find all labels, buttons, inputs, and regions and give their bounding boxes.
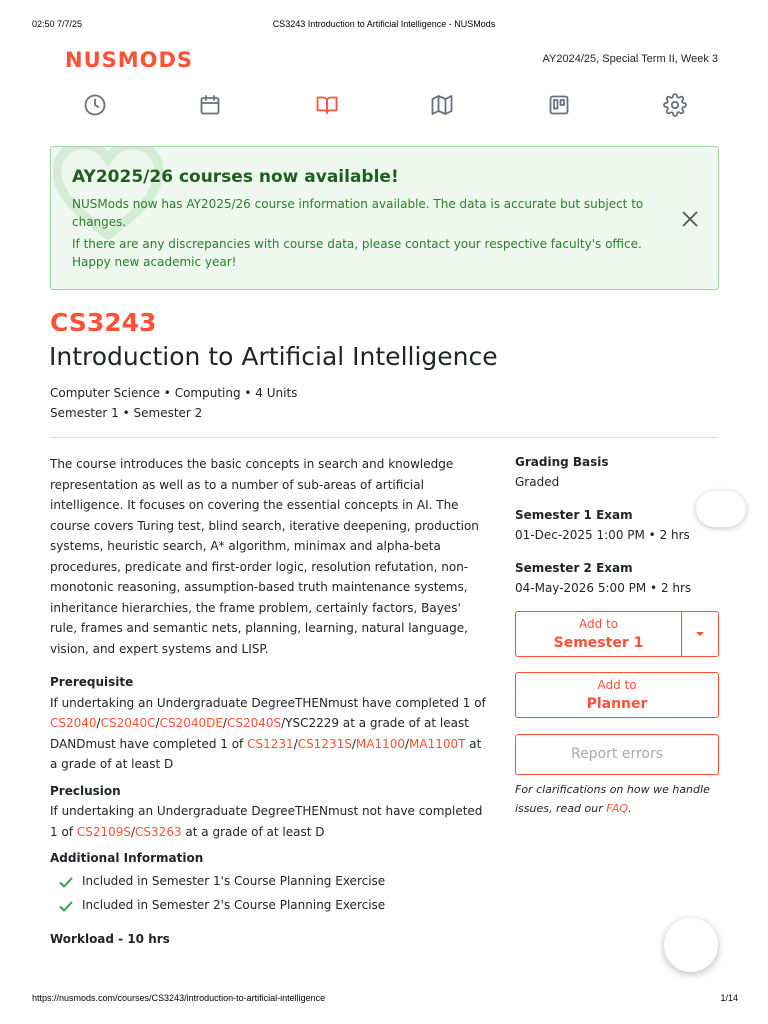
additional-info-heading: Additional Information	[50, 851, 204, 865]
course-department-units: Computer Science • Computing • 4 Units	[50, 386, 298, 400]
academic-term: AY2024/25, Special Term II, Week 3	[542, 53, 718, 65]
grading-basis	[515, 452, 720, 492]
alert-line: NUSMods now has AY2025/26 course information available. The data is accurate but subject to changes.	[72, 197, 644, 229]
course-semesters: Semester 1 • Semester 2	[50, 406, 203, 420]
course-title: Introduction to Artificial Intelligence	[49, 342, 498, 371]
clarification-text: For clarifications on how we handle issues, read our	[515, 783, 710, 815]
floating-action-button[interactable]	[664, 918, 718, 972]
print-datetime: 02:50 7/7/25	[32, 19, 83, 29]
prerequisite-text-part: If undertaking an Undergraduate DegreeTHENmust have completed 1 of	[50, 695, 486, 710]
course-link[interactable]: CS2040C	[100, 716, 156, 730]
list-item	[50, 871, 490, 895]
clock-icon[interactable]	[82, 92, 108, 118]
check-icon	[58, 898, 74, 914]
add-to-semester-small: Add to	[578, 617, 619, 631]
book-open-icon[interactable]	[314, 92, 340, 118]
course-link[interactable]: CS2040DE	[159, 716, 223, 730]
announcement-alert	[50, 146, 719, 290]
print-url: https://nusmods.com/courses/CS3243/introduction-to-artificial-intelligence	[32, 993, 326, 1003]
map-icon[interactable]	[429, 92, 455, 118]
report-errors-button[interactable]: Report errors	[515, 734, 719, 775]
add-to-semester-big: Semester 1	[553, 635, 644, 651]
add-to-planner-label	[516, 673, 718, 717]
primary-nav	[50, 92, 718, 120]
print-header	[0, 19, 768, 33]
course-link[interactable]: CS2040	[50, 716, 97, 730]
divider	[50, 437, 718, 438]
add-to-semester-button[interactable]	[516, 612, 681, 656]
semester-2-exam-label: Semester 2 Exam	[515, 561, 633, 575]
list-item-label: Included in Semester 2's Course Planning Exercise	[82, 897, 386, 912]
calendar-icon[interactable]	[197, 92, 223, 118]
add-to-semester-button-group	[515, 611, 719, 657]
semester-1-exam-label: Semester 1 Exam	[515, 508, 633, 522]
alert-title: AY2025/26 courses now available!	[72, 167, 399, 187]
print-page-title: CS3243 Introduction to Artificial Intelligence - NUSMods	[272, 19, 496, 29]
check-icon	[58, 874, 74, 890]
clarification-end: .	[628, 802, 632, 815]
top-navbar	[50, 48, 718, 76]
settings-gear-icon[interactable]	[662, 92, 688, 118]
preclusion-text: If undertaking an Undergraduate DegreeTHENmust not have completed 1 of CS2109S/CS3263 at a grade of at least D	[50, 804, 483, 839]
preclusion-text-part: at a grade of at least D	[181, 824, 325, 839]
alert-body	[72, 195, 662, 275]
add-to-planner-small: Add to	[597, 678, 637, 692]
course-sidebar	[515, 452, 720, 815]
course-link[interactable]: CS2040S	[226, 716, 282, 730]
trello-board-icon[interactable]	[546, 92, 572, 118]
add-to-planner-big: Planner	[586, 696, 648, 712]
caret-down-icon	[696, 632, 704, 636]
course-code-plain: YSC2229	[285, 716, 340, 730]
close-icon[interactable]	[680, 209, 700, 229]
print-page-number: 1/14	[720, 993, 738, 1003]
workload: Workload - 10 hrs	[50, 931, 170, 946]
preclusion-heading: Preclusion	[50, 783, 121, 798]
semester-1-exam	[515, 505, 720, 545]
faq-link[interactable]: FAQ	[606, 802, 629, 815]
side-toggle-button[interactable]	[696, 491, 746, 527]
course-link[interactable]: CS1231	[247, 736, 294, 751]
prerequisite-text: If undertaking an Undergraduate DegreeTHENmust have completed 1 of CS2040/CS2040C/CS2040DE/CS2040S/YSC2229 at a grade of at least DANDmust have completed 1 of CS1231/CS1231S/MA1100/MA1100T at a grade of at least D	[50, 695, 486, 771]
prerequisite-text-part: at a grade of at least DANDmust have completed 1 of	[50, 716, 469, 751]
preclusion-text-part: If undertaking an Undergraduate DegreeTHENmust not have completed 1 of	[50, 804, 483, 839]
additional-info-list	[50, 871, 490, 919]
course-link[interactable]: MA1100T	[409, 736, 466, 751]
nusmods-logo[interactable]: NUSMODS	[65, 48, 194, 72]
add-to-planner-button[interactable]	[515, 672, 719, 718]
semester-dropdown-toggle[interactable]	[681, 612, 718, 656]
course-details	[50, 454, 490, 949]
list-item	[50, 895, 490, 919]
prerequisite-heading: Prerequisite	[50, 675, 134, 689]
course-link[interactable]: CS3263	[135, 824, 182, 839]
semester-2-exam-value: 04-May-2026 5:00 PM • 2 hrs	[515, 581, 692, 595]
prerequisite-text-part: at a grade of at least D	[50, 736, 482, 771]
grading-basis-value: Graded	[515, 475, 560, 489]
semester-1-exam-value: 01-Dec-2025 1:00 PM • 2 hrs	[515, 528, 690, 542]
alert-line: If there are any discrepancies with course data, please contact your respective faculty's office. Happy new academic year!	[72, 237, 642, 269]
grading-basis-label: Grading Basis	[515, 455, 609, 469]
clarification-note	[515, 780, 719, 818]
course-code: CS3243	[50, 308, 157, 337]
course-meta	[50, 383, 297, 423]
list-item-label: Included in Semester 1's Course Planning Exercise	[82, 873, 386, 888]
course-link[interactable]: CS1231S	[297, 736, 352, 751]
semester-2-exam	[515, 558, 720, 598]
course-description: The course introduces the basic concepts in search and knowledge representation as well as to a number of sub-areas of artificial intelligence. It focuses on covering the essential concepts in AI. The course covers Turing test, blind search, iterative deepening, production systems, heuristic search, A* algorithm, minimax and alpha-beta procedures, predicate and first-order logic, resolution refutation, non-monotonic reasoning, assumption-based truth maintenance systems, inheritance hierarchies, the frame problem, certainly factors, Bayes' rule, frames and semantic nets, planning, learning, natural language, vision, and expert systems and LISP.	[50, 457, 479, 656]
course-link[interactable]: CS2109S	[76, 824, 131, 839]
course-link[interactable]: MA1100	[355, 736, 405, 751]
